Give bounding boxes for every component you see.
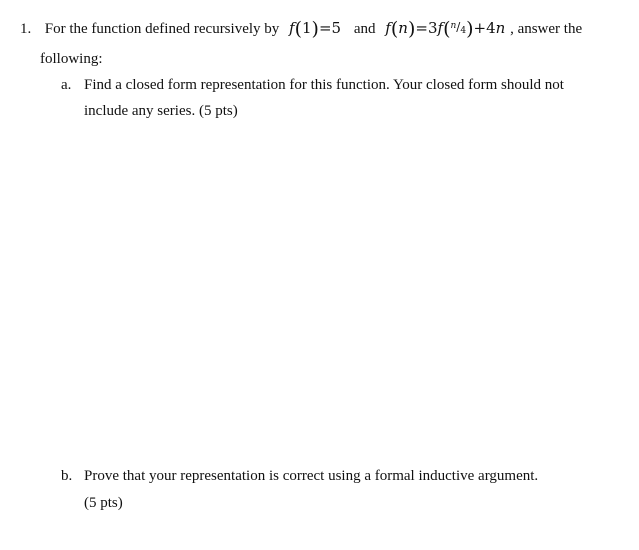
part-a-line1 [61, 75, 564, 95]
fraction-n-over-4: n/4 [450, 20, 467, 36]
question-trailing: , answer the [510, 21, 583, 37]
part-a-line2: include any series. (5 pts) [84, 103, 238, 119]
part-b-line2: (5 pts) [84, 495, 123, 511]
part-a-text: Find a closed form representation for this function. Your closed form should not [84, 77, 564, 93]
part-a-label: a. [61, 77, 72, 93]
part-b-text: Prove that your representation is correct using a formal inductive argument. [84, 468, 539, 484]
part-b-label: b. [61, 468, 73, 484]
question-continuation: following: [40, 51, 103, 67]
connector-text: and [353, 21, 376, 37]
base-case-formula: f(1)=5 [289, 18, 342, 40]
question-number: 1. [20, 21, 32, 37]
part-b-line1 [61, 466, 538, 486]
question-line [20, 18, 582, 39]
recurrence-formula: f(n)=3f(n/4)+4n [385, 18, 506, 40]
question-intro: For the function defined recursively by [44, 21, 280, 37]
